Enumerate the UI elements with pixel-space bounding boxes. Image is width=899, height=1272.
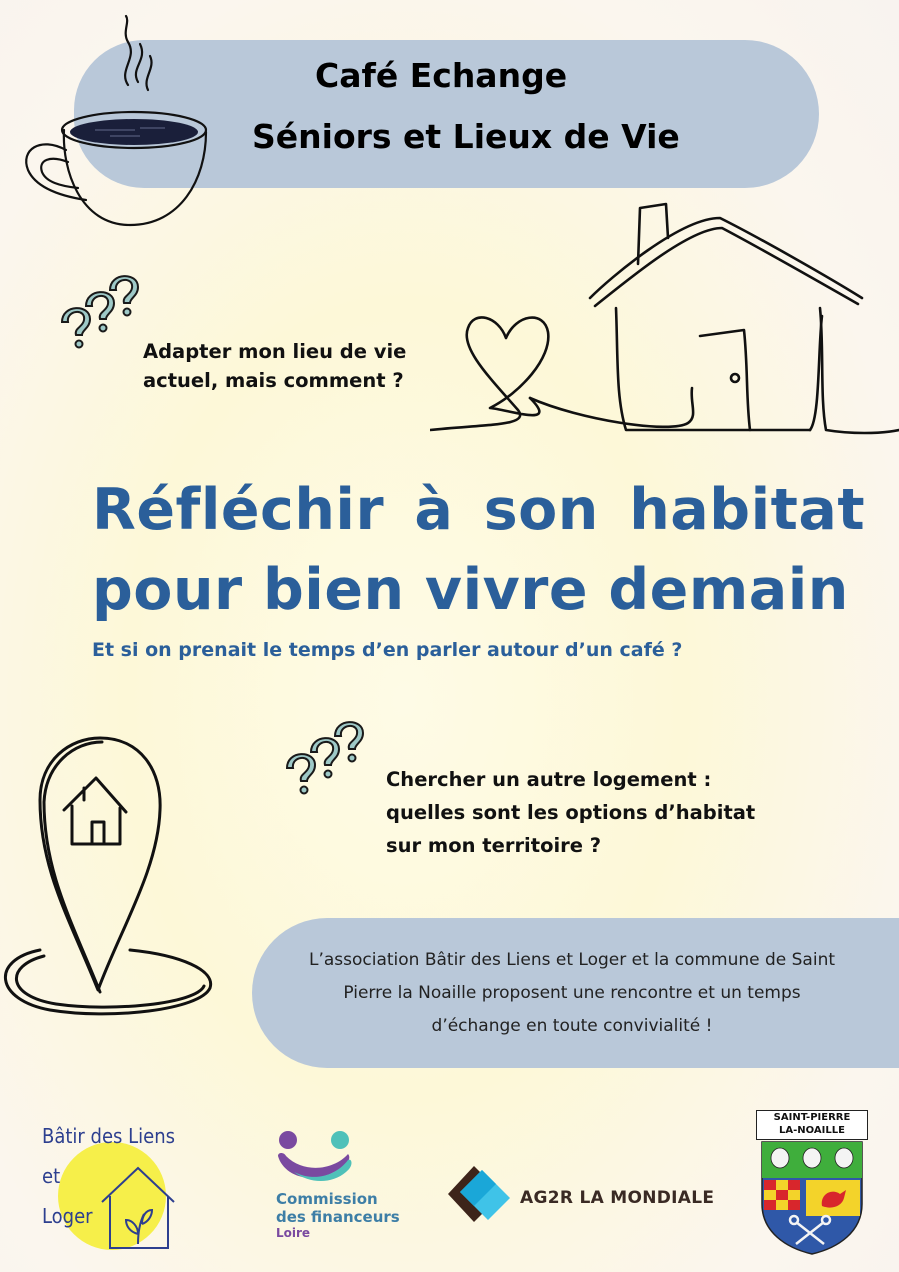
coat-of-arms-icon: [758, 1140, 866, 1256]
commission-line-2: des financeurs: [276, 1208, 400, 1226]
house-plant-icon: [98, 1162, 178, 1252]
headline-line-1: Réfléchir à son habitat: [92, 477, 866, 543]
logo-batir-des-liens: [36, 1112, 196, 1252]
commission-line-3: Loire: [276, 1226, 311, 1240]
page-subtitle: Séniors et Lieux de Vie: [252, 117, 680, 156]
batir-line-1: Bâtir des Liens: [42, 1124, 175, 1148]
question-marks-icon: [285, 718, 370, 798]
association-line-3: d’échange en toute convivialité !: [431, 1016, 713, 1036]
crest-line-1: SAINT-PIERRE: [773, 1112, 851, 1123]
commission-line-1: Commission: [276, 1190, 378, 1208]
association-line-1: L’association Bâtir des Liens et Loger et la commune de Saint: [308, 950, 836, 970]
headline-tagline: Et si on prenait le temps d’en parler autour d’un café ?: [92, 639, 683, 661]
batir-line-3: Loger: [42, 1204, 93, 1228]
page-title: Café Echange: [315, 56, 568, 95]
logo-commune-crest: [756, 1110, 868, 1260]
logo-ag2r: [448, 1162, 728, 1228]
question-marks-icon: [60, 272, 145, 352]
question-1: [143, 337, 406, 395]
crest-line-2: LA-NOAILLE: [779, 1125, 845, 1136]
association-line-2: Pierre la Noaille proposent une rencontre et un temps: [343, 983, 801, 1003]
crest-banner: [756, 1110, 868, 1140]
people-smile-icon: [274, 1126, 354, 1188]
question-1-line-2: actuel, mais comment ?: [143, 369, 404, 392]
ag2r-name: AG2R LA MONDIALE: [520, 1188, 715, 1208]
headline-line-2: pour bien vivre demain: [92, 557, 849, 623]
question-2-line-2: quelles sont les options d’habitat: [386, 801, 756, 824]
map-pin-house-icon: [0, 730, 215, 1030]
question-2-line-1: Chercher un autre logement :: [386, 768, 712, 791]
question-2: [386, 763, 755, 862]
question-1-line-1: Adapter mon lieu de vie: [143, 340, 407, 363]
logo-commission-des-financeurs: [272, 1126, 402, 1246]
ag2r-diamond-icon: [448, 1162, 514, 1228]
question-2-line-3: sur mon territoire ?: [386, 834, 602, 857]
association-text: [262, 944, 882, 1043]
heart-house-line-drawing: [430, 198, 899, 443]
coffee-cup-icon: [20, 10, 220, 235]
batir-line-2: et: [42, 1164, 61, 1188]
